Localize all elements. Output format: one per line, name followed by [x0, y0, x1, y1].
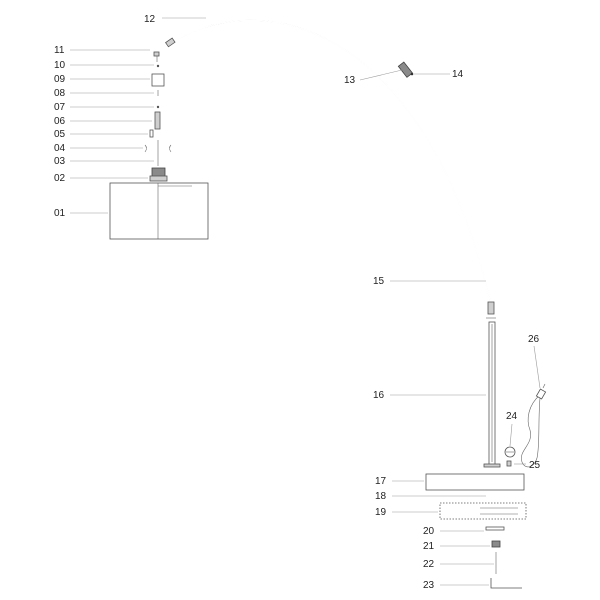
label-15: 15	[373, 276, 385, 287]
label-23: 23	[423, 580, 435, 591]
lamp-socket	[150, 168, 167, 181]
label-20: 20	[423, 526, 435, 537]
vertical-pole	[489, 322, 495, 465]
label-06: 06	[54, 116, 66, 127]
small-ring-07	[157, 106, 159, 108]
power-cord-26	[521, 384, 545, 467]
threaded-tube	[155, 112, 160, 129]
label-01: 01	[54, 208, 66, 219]
arc-joint	[398, 62, 413, 77]
arc-bottom-connector	[486, 302, 496, 318]
label-02: 02	[54, 173, 66, 184]
arc-arm	[170, 20, 490, 300]
label-26: 26	[528, 334, 540, 345]
label-09: 09	[54, 74, 66, 85]
label-10: 10	[54, 60, 66, 71]
base-top-cover	[426, 474, 524, 490]
label-14: 14	[452, 69, 464, 80]
base-weight-plate	[440, 503, 526, 519]
label-03: 03	[54, 156, 66, 167]
label-19: 19	[375, 507, 387, 518]
allen-key-23	[491, 578, 522, 588]
label-11: 11	[54, 45, 65, 56]
label-07: 07	[54, 102, 66, 113]
base-washer-20	[486, 527, 504, 530]
label-24: 24	[506, 411, 518, 422]
cap-cover	[152, 74, 164, 86]
hanger-nut	[154, 52, 159, 62]
label-16: 16	[373, 390, 385, 401]
cable-switch-24	[505, 447, 515, 457]
label-05: 05	[54, 129, 66, 140]
pole-base-flange	[484, 464, 500, 467]
small-washer	[157, 65, 159, 67]
base-nut-21	[492, 541, 500, 547]
label-22: 22	[423, 559, 435, 570]
label-08: 08	[54, 88, 66, 99]
label-25: 25	[529, 460, 541, 471]
label-12: 12	[144, 14, 156, 25]
label-04: 04	[54, 143, 66, 154]
label-21: 21	[423, 541, 435, 552]
lamp-shade	[110, 183, 208, 239]
cable-clip-25	[507, 461, 511, 466]
label-18: 18	[375, 491, 387, 502]
small-screw	[150, 130, 153, 137]
label-17: 17	[375, 476, 387, 487]
label-13: 13	[344, 75, 356, 86]
